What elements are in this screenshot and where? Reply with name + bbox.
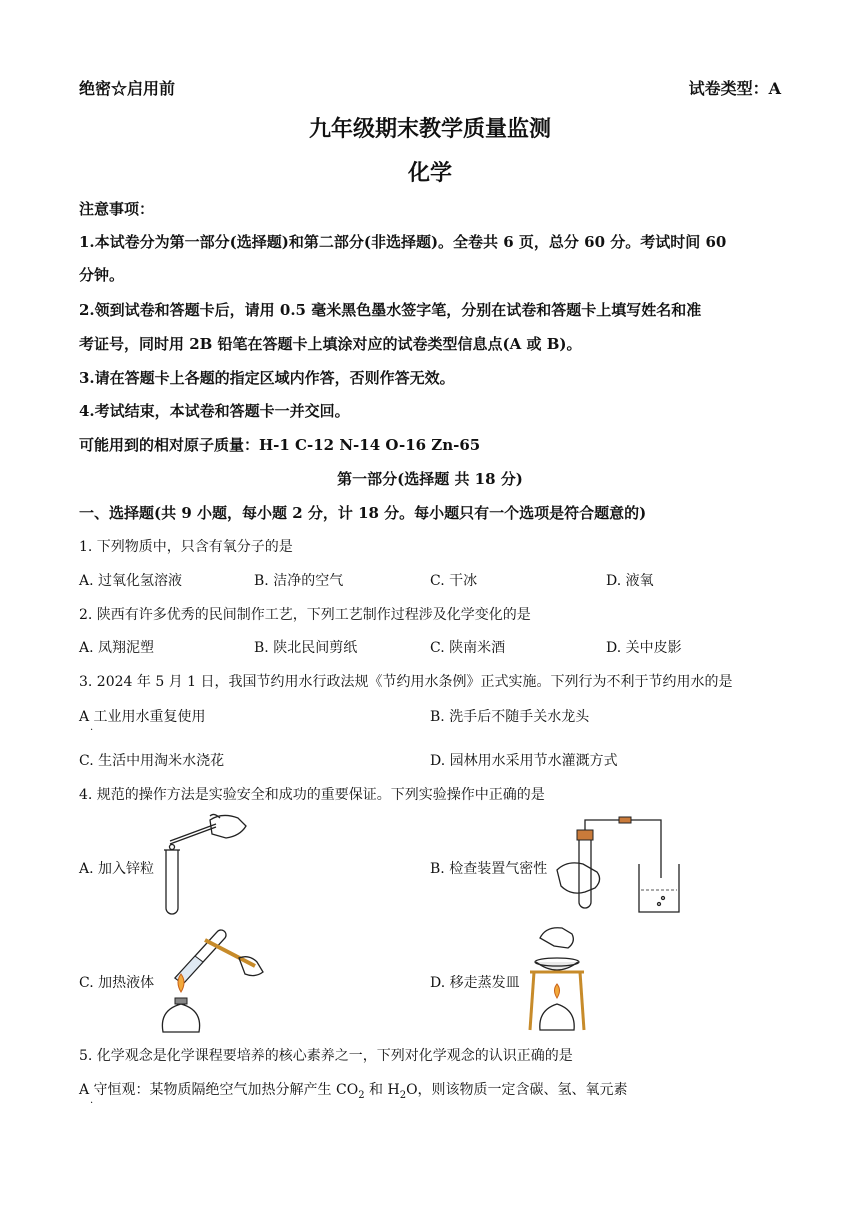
q5-option-a-text-3: O，则该物质一定含碳、氢、氧元素 (406, 1082, 628, 1098)
confidential-label: 绝密☆启用前 (79, 79, 176, 98)
q5-h2o-subscript: 2 (399, 1089, 407, 1101)
q5-option-a-text-2: 和 H (364, 1082, 400, 1098)
q1-option-d: D. 液氧 (606, 573, 654, 589)
subject-title: 化学 (407, 160, 452, 186)
paper-type-label: 试卷类型：A (688, 79, 781, 98)
part1-title: 第一部分(选择题 共 18 分) (337, 470, 523, 488)
q3-option-c: C. 生活中用淘米水浇花 (79, 753, 225, 769)
q4-option-c: C. 加热液体 (79, 975, 155, 991)
q3-option-b: B. 洗手后不随手关水龙头 (430, 709, 590, 725)
airtightness-check-illustration (555, 812, 685, 922)
q5-option-a (79, 1079, 628, 1101)
q4-option-b: B. 检查装置气密性 (430, 861, 548, 877)
q4-stem: 4. 规范的操作方法是实验安全和成功的重要保证。下列实验操作中正确的是 (79, 787, 545, 803)
section-heading: 一、选择题(共 9 小题，每小题 2 分，计 18 分。每小题只有一个选项是符合题意的) (79, 504, 647, 522)
q2-option-c: C. 陕南米酒 (430, 640, 506, 656)
notice-heading: 注意事项： (79, 200, 155, 218)
q1-stem: 1. 下列物质中，只含有氧分子的是 (79, 539, 293, 555)
exam-title: 九年级期末教学质量监测 (308, 116, 551, 142)
notice-item-4: 4.考试结束，本试卷和答题卡一并交回。 (79, 402, 350, 420)
q1-option-b: B. 洁净的空气 (254, 573, 344, 589)
q2-option-b: B. 陕北民间剪纸 (254, 640, 358, 656)
q3-stem: 3. 2024 年 5 月 1 日，我国节约用水行政法规《节约用水条例》正式实施。下列行为不利于节约用水的是 (79, 674, 733, 690)
notice-item-1: 1.本试卷分为第一部分(选择题)和第二部分(非选择题)。全卷共 6 页，总分 60 分。考试时间 60 (79, 233, 727, 251)
evaporating-dish-illustration (522, 920, 592, 1035)
q3-dot-mark: . (90, 722, 94, 733)
q3-option-d: D. 园林用水采用节水灌溉方式 (430, 753, 618, 769)
q5-option-a-text-1: A 守恒观：某物质隔绝空气加热分解产生 CO (79, 1082, 359, 1098)
q1-option-a: A. 过氧化氢溶液 (79, 573, 183, 589)
q5-stem: 5. 化学观念是化学课程要培养的核心素养之一，下列对化学观念的认识正确的是 (79, 1048, 573, 1064)
q2-stem: 2. 陕西有许多优秀的民间制作工艺，下列工艺制作过程涉及化学变化的是 (79, 607, 531, 623)
q4-option-d: D. 移走蒸发皿 (430, 975, 520, 991)
q3-option-a: A 工业用水重复使用 (79, 709, 206, 725)
q5-co2-subscript: 2 (358, 1089, 365, 1101)
q2-option-d: D. 关中皮影 (606, 640, 682, 656)
notice-item-1-cont: 分钟。 (79, 266, 125, 284)
heating-liquid-illustration (155, 920, 265, 1035)
notice-item-2: 2.领到试卷和答题卡后，请用 0.5 毫米黑色墨水签字笔，分别在试卷和答题卡上填写姓名和准 (79, 301, 702, 319)
q2-option-a: A. 凤翔泥塑 (79, 640, 155, 656)
atomic-mass-line: 可能用到的相对原子质量：H-1 C-12 N-14 O-16 Zn-65 (79, 436, 481, 454)
notice-item-2-cont: 考证号，同时用 2B 铅笔在答题卡上填涂对应的试卷类型信息点(A 或 B)。 (79, 335, 582, 353)
q5-dot-mark: . (90, 1095, 94, 1106)
notice-item-3: 3.请在答题卡上各题的指定区域内作答，否则作答无效。 (79, 369, 455, 387)
q1-option-c: C. 干冰 (430, 573, 478, 589)
test-tube-forceps-illustration (160, 812, 250, 922)
q4-option-a: A. 加入锌粒 (79, 861, 155, 877)
